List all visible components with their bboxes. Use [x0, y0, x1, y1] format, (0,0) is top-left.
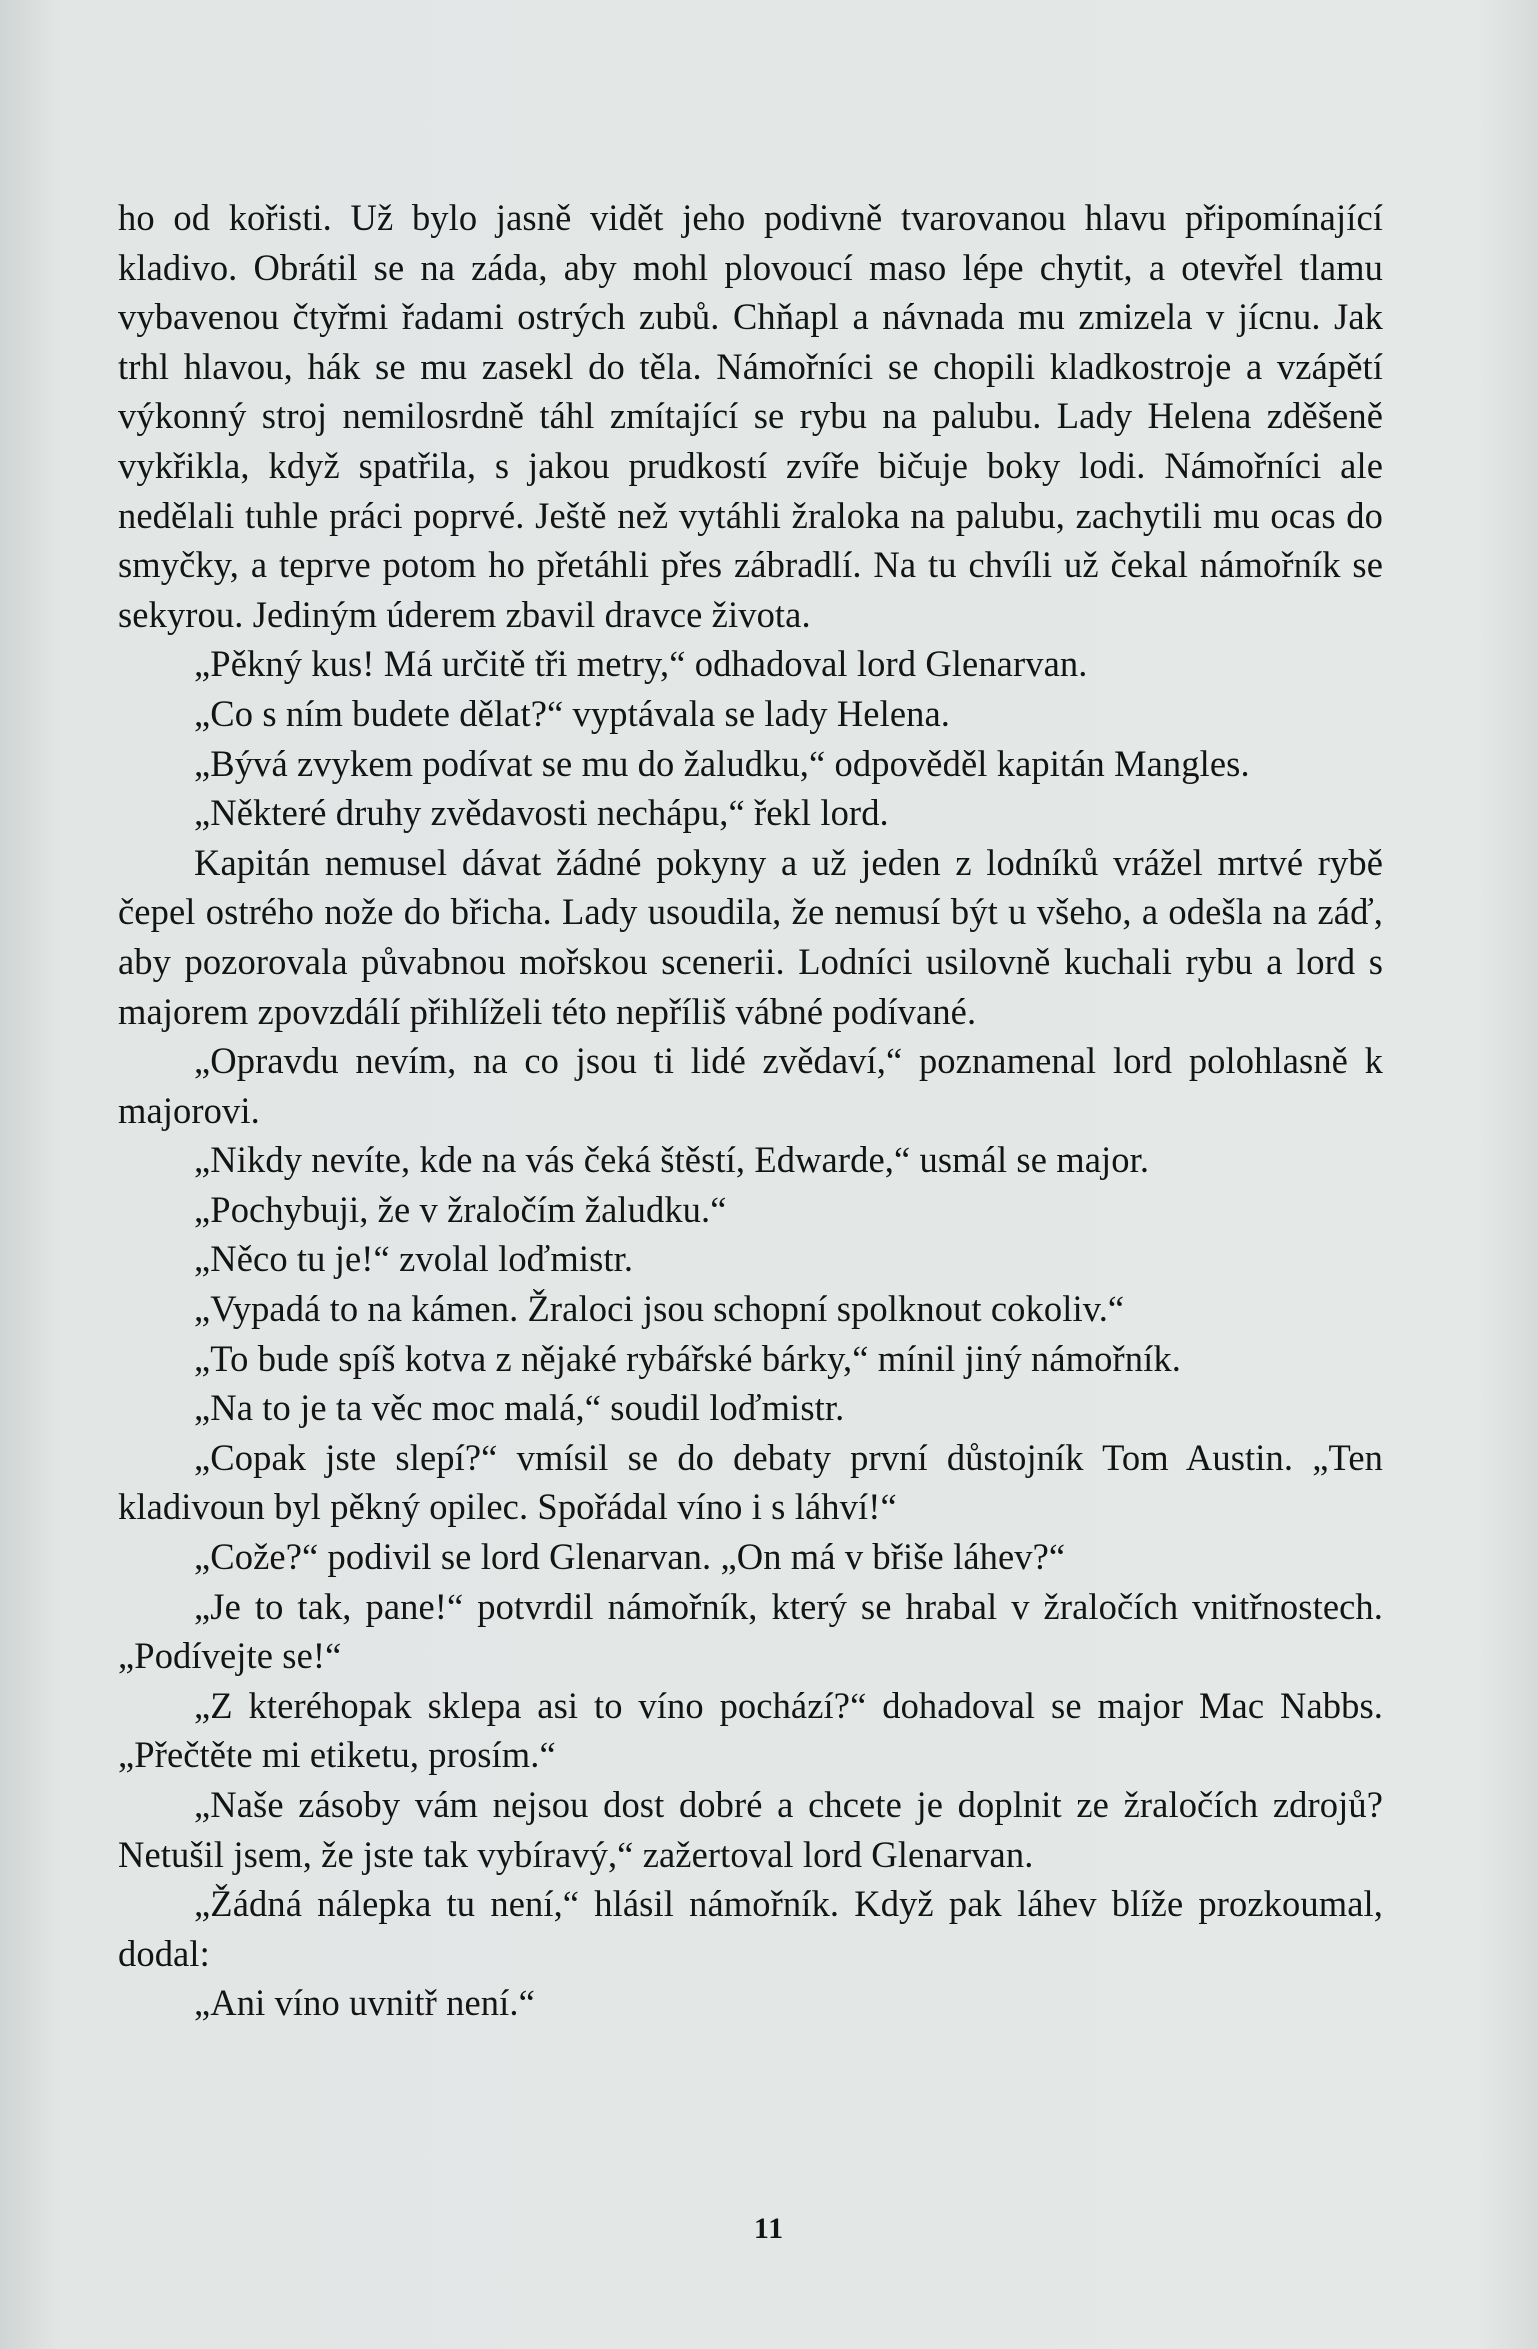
paragraph: „Něco tu je!“ zvolal loďmistr. [194, 1238, 634, 1280]
paragraph: „Některé druhy zvědavosti nechápu,“ řekl lord. [194, 792, 889, 834]
paragraph: „Copak jste slepí?“ vmísil se do debaty první důstojník Tom Austin. „Ten kladivoun byl pěkný opilec. Spořádal víno i s láhví!“ [118, 1436, 1383, 1528]
paragraph: „Vypadá to na kámen. Žraloci jsou schopní spolknout cokoliv.“ [194, 1288, 1125, 1330]
paragraph: „Bývá zvykem podívat se mu do žaludku,“ odpověděl kapitán Mangles. [194, 742, 1250, 784]
paragraph: Kapitán nemusel dávat žádné pokyny a už jeden z lodníků vrážel mrtvé rybě čepel ostrého nože do břicha. Lady usoudila, že nemusí být u všeho, a odešla na záď, aby pozorovala půvabnou mořskou scenerii. Lodníci usilovně kuchali rybu a lord s majorem zpovzdálí přihlíželi této nepříliš vábné podívané. [118, 841, 1383, 1032]
paragraph: „To bude spíš kotva z nějaké rybářské bárky,“ mínil jiný námořník. [194, 1337, 1181, 1379]
paragraph: „Ani víno uvnitř není.“ [194, 1982, 535, 2024]
paragraph: ho od kořisti. Už bylo jasně vidět jeho podivně tvarovanou hlavu připomínající kladivo. Obrátil se na záda, aby mohl plovoucí maso lépe chytit, a otevřel tlamu vybavenou čtyřmi řadami ostrých zubů. Chňapl a návnada mu zmizela v jícnu. Jak trhl hlavou, hák se mu zasekl do těla. Námořníci se chopili kladkostroje a vzápětí výkonný stroj nemilosrdně táhl zmítající se rybu na palubu. Lady Helena zděšeně vykřikla, když spatřila, s jakou prudkostí zvíře bičuje boky lodi. Námořníci ale nedělali tuhle práci poprvé. Ještě než vytáhli žraloka na palubu, zachytili mu ocas do smyčky, a teprve potom ho přetáhli přes zábradlí. Na tu chvíli už čekal námořník se sekyrou. Jediným úderem zbavil dravce života. [118, 197, 1383, 635]
paragraph: „Pěkný kus! Má určitě tři metry,“ odhadoval lord Glenarvan. [194, 643, 1088, 685]
paragraph: „Z kteréhopak sklepa asi to víno pochází?“ dohadoval se major Mac Nabbs. „Přečtěte mi etiketu, prosím.“ [118, 1684, 1383, 1776]
paragraph: „Žádná nálepka tu není,“ hlásil námořník. Když pak láhev blíže prozkoumal, dodal: [118, 1883, 1383, 1974]
paragraph: „Cože?“ podivil se lord Glenarvan. „On má v břiše láhev?“ [194, 1536, 1066, 1578]
paragraph: „Je to tak, pane!“ potvrdil námořník, který se hrabal v žraločích vnitřnostech. „Podívejte se!“ [118, 1585, 1383, 1677]
paragraph: „Pochybuji, že v žraločím žaludku.“ [194, 1188, 727, 1230]
body-text [118, 193, 1383, 2028]
page-number: 11 [753, 2212, 785, 2245]
paragraph: „Nikdy nevíte, kde na vás čeká štěstí, Edwarde,“ usmál se major. [194, 1139, 1150, 1181]
paragraph: „Co s ním budete dělat?“ vyptávala se lady Helena. [194, 692, 951, 734]
paragraph: „Na to je ta věc moc malá,“ soudil loďmistr. [194, 1387, 845, 1429]
paragraph: „Opravdu nevím, na co jsou ti lidé zvědaví,“ poznamenal lord polohlasně k majorovi. [118, 1040, 1383, 1131]
paragraph: „Naše zásoby vám nejsou dost dobré a chcete je doplnit ze žraločích zdrojů? Netušil jsem, že jste tak vybíravý,“ zažertoval lord Glenarvan. [118, 1784, 1383, 1875]
